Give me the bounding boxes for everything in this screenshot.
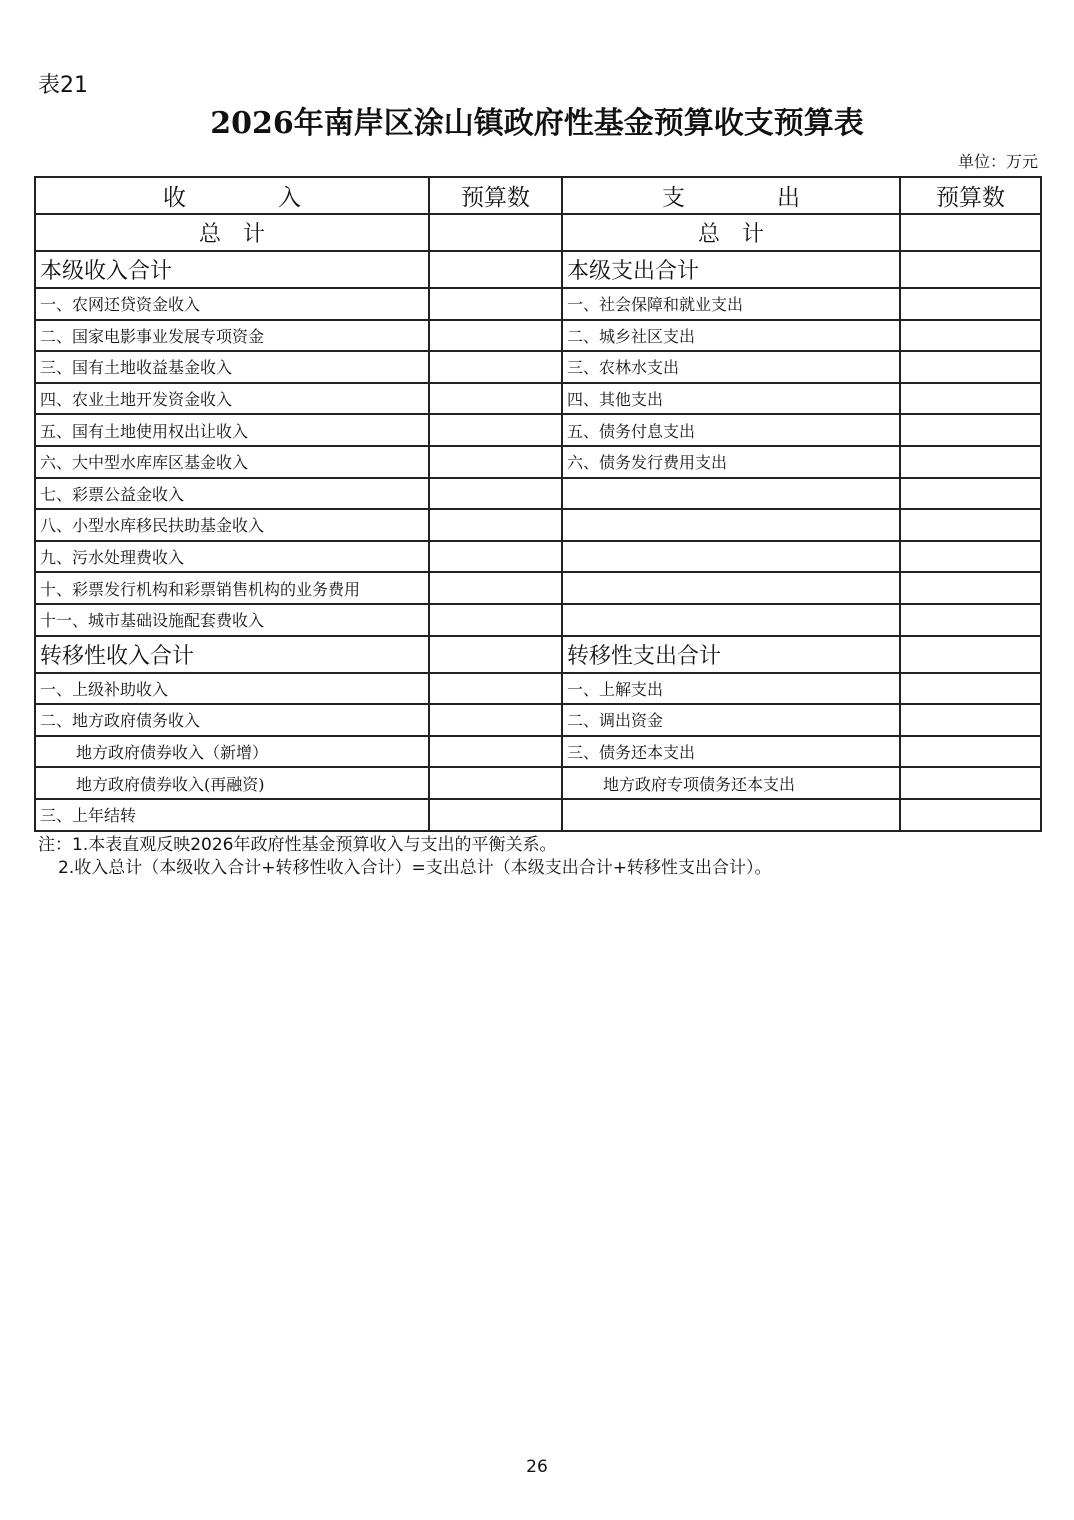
expense-label: 五、债务付息支出 [562,414,900,446]
expense-label: 三、农林水支出 [562,351,900,383]
expense-label: 一、社会保障和就业支出 [562,288,900,320]
total-income-amount [429,214,562,251]
header-expense: 支 出 [562,177,900,214]
expense-amount [900,572,1041,604]
total-row [35,214,1041,251]
income-label: 五、国有土地使用权出让收入 [35,414,429,446]
expense-amount [900,704,1041,736]
table-row [35,383,1041,415]
expense-amount [900,446,1041,478]
header-row [35,177,1041,214]
expense-amount [900,414,1041,446]
note-2: 2.收入总计（本级收入合计+转移性收入合计）=支出总计（本级支出合计+转移性支出合计）。 [58,858,772,878]
table-row [35,351,1041,383]
expense-label: 三、债务还本支出 [562,736,900,768]
expense-amount [900,604,1041,636]
income-amount [429,799,562,831]
income-amount [429,251,562,288]
income-amount [429,320,562,352]
income-amount [429,509,562,541]
income-label: 一、农网还贷资金收入 [35,288,429,320]
expense-label [562,541,900,573]
note-1: 注：1.本表直观反映2026年政府性基金预算收入与支出的平衡关系。 [38,835,557,855]
expense-amount [900,478,1041,510]
income-amount [429,572,562,604]
expense-label [562,572,900,604]
income-label: 转移性收入合计 [35,636,429,673]
table-row [35,478,1041,510]
unit-label: 单位：万元 [957,152,1038,171]
income-amount [429,673,562,705]
expense-label: 一、上解支出 [562,673,900,705]
income-label: 本级收入合计 [35,251,429,288]
table-row [35,572,1041,604]
group-total-row [35,636,1041,673]
expense-label [562,509,900,541]
income-label: 地方政府债券收入（新增） [35,736,429,768]
header-income-amount: 预算数 [429,177,562,214]
header-income: 收 入 [35,177,429,214]
expense-amount [900,351,1041,383]
expense-label: 二、城乡社区支出 [562,320,900,352]
notes [38,834,771,880]
table-row [35,604,1041,636]
table-row [35,288,1041,320]
income-label: 三、上年结转 [35,799,429,831]
income-label: 七、彩票公益金收入 [35,478,429,510]
income-amount [429,541,562,573]
expense-amount [900,251,1041,288]
income-label: 八、小型水库移民扶助基金收入 [35,509,429,541]
income-amount [429,478,562,510]
expense-label: 地方政府专项债务还本支出 [562,767,900,799]
income-amount [429,383,562,415]
expense-label: 转移性支出合计 [562,636,900,673]
expense-amount [900,767,1041,799]
table-row [35,446,1041,478]
income-label: 四、农业土地开发资金收入 [35,383,429,415]
total-income-label: 总 计 [35,214,429,251]
income-label: 十一、城市基础设施配套费收入 [35,604,429,636]
expense-label: 本级支出合计 [562,251,900,288]
expense-amount [900,509,1041,541]
table-row [35,320,1041,352]
expense-amount [900,288,1041,320]
table-row [35,509,1041,541]
income-amount [429,446,562,478]
income-label: 二、国家电影事业发展专项资金 [35,320,429,352]
page-number: 26 [526,1457,548,1477]
income-amount [429,736,562,768]
income-amount [429,604,562,636]
expense-label [562,799,900,831]
income-amount [429,351,562,383]
table-row [35,673,1041,705]
total-expense-amount [900,214,1041,251]
table-row [35,414,1041,446]
income-label: 地方政府债券收入(再融资) [35,767,429,799]
income-amount [429,767,562,799]
table-row [35,736,1041,768]
expense-amount [900,799,1041,831]
expense-label: 六、债务发行费用支出 [562,446,900,478]
income-label: 十、彩票发行机构和彩票销售机构的业务费用 [35,572,429,604]
expense-amount [900,320,1041,352]
table-row [35,799,1041,831]
expense-amount [900,541,1041,573]
income-amount [429,636,562,673]
income-amount [429,704,562,736]
page-title: 2026年南岸区涂山镇政府性基金预算收支预算表 [210,106,864,141]
table-row [35,541,1041,573]
expense-label: 四、其他支出 [562,383,900,415]
expense-label [562,478,900,510]
table-row [35,704,1041,736]
expense-label [562,604,900,636]
total-expense-label: 总 计 [562,214,900,251]
table-number: 表21 [38,73,88,98]
income-amount [429,288,562,320]
expense-amount [900,636,1041,673]
expense-amount [900,383,1041,415]
group-total-row [35,251,1041,288]
header-expense-amount: 预算数 [900,177,1041,214]
income-amount [429,414,562,446]
budget-table [34,176,1042,832]
income-label: 一、上级补助收入 [35,673,429,705]
income-label: 三、国有土地收益基金收入 [35,351,429,383]
expense-label: 二、调出资金 [562,704,900,736]
income-label: 九、污水处理费收入 [35,541,429,573]
table-row [35,767,1041,799]
income-label: 六、大中型水库库区基金收入 [35,446,429,478]
income-label: 二、地方政府债务收入 [35,704,429,736]
expense-amount [900,673,1041,705]
expense-amount [900,736,1041,768]
